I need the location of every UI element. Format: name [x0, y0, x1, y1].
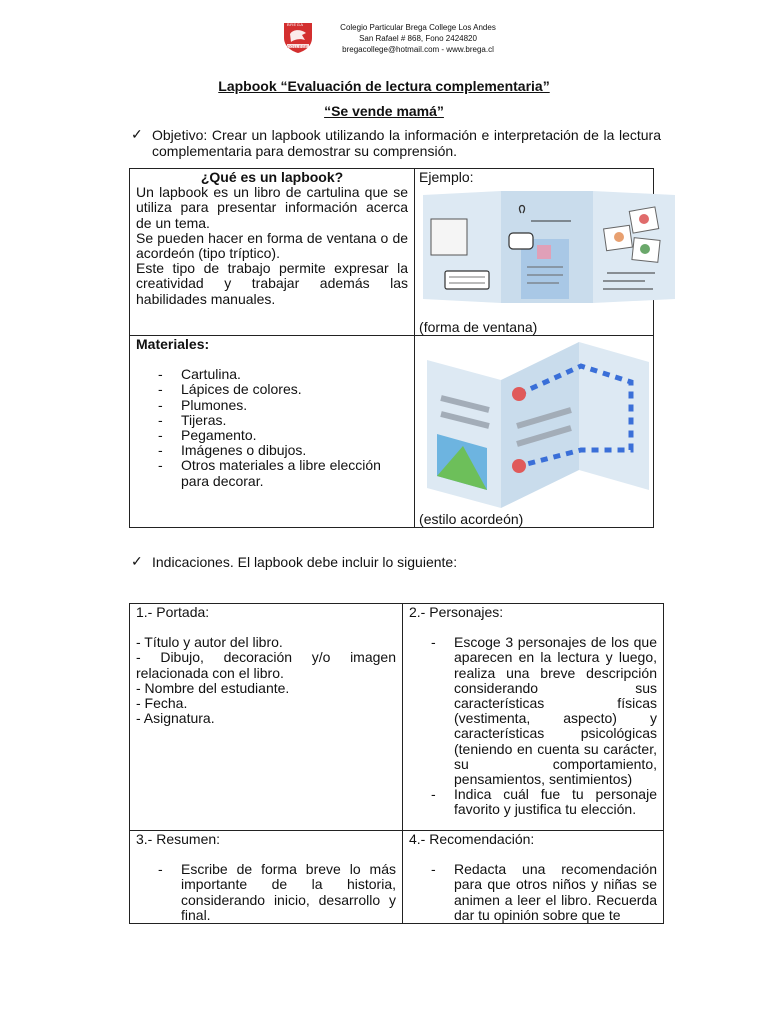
- portada-item: - Nombre del estudiante.: [136, 679, 290, 696]
- recomendacion-item: - Redacta una recomendación para que otros niños y niñas se animen a leer el libro. Recuerda dar tu opinión sobre que te: [403, 862, 657, 923]
- accordion-cell: [415, 336, 654, 528]
- portada-item: - Título y autor del libro.: [136, 634, 283, 651]
- material-item: - Tijeras.: [130, 413, 408, 428]
- materials-title: Materiales:: [136, 336, 210, 352]
- resumen-title: 3.- Resumen:: [136, 831, 221, 847]
- school-name: Colegio Particular Brega College Los Andes: [340, 23, 496, 32]
- personajes-item: - Escoge 3 personajes de los que aparecen en la lectura y luego, realiza una breve descripción considerando sus características físicas (vestimenta, aspecto) y características psicológicas (teniendo en cuenta su carácter, su comportamiento, pensamientos, sentimientos): [403, 635, 657, 787]
- recomendacion-title: 4.- Recomendación:: [409, 831, 535, 847]
- materials-cell: [130, 336, 415, 528]
- resumen-item: - Escribe de forma breve lo más importante de la historia, considerando inicio, desarrollo y final.: [130, 862, 396, 923]
- portada-item: - Dibujo, decoración y/o imagen relacionada con el libro.: [136, 649, 396, 681]
- recomendacion-cell: [403, 831, 664, 924]
- material-item: - Imágenes o dibujos.: [130, 443, 408, 458]
- what-is-title: ¿Qué es un lapbook?: [200, 169, 344, 185]
- sections-table: [129, 603, 664, 924]
- window-caption: (forma de ventana): [419, 319, 538, 335]
- accordion-lapbook-illustration: [423, 338, 659, 508]
- school-contact: bregacollege@hotmail.com - www.brega.cl: [342, 45, 494, 54]
- resumen-list: [130, 862, 396, 923]
- personajes-cell: [403, 604, 664, 831]
- what-is-text: Un lapbook es un libro de cartulina que se utiliza para presentar información acerca de un tema.: [136, 184, 409, 231]
- what-is-text-3: Este tipo de trabajo permite expresar la creatividad y trabajar además las habilidades manuales.: [136, 260, 409, 307]
- material-item: - Otros materiales a libre elección para decorar.: [130, 458, 391, 488]
- example-label: Ejemplo:: [419, 169, 474, 185]
- check-icon: ✓: [131, 126, 143, 142]
- page-title: Lapbook “Evaluación de lectura complementaria”: [218, 78, 550, 94]
- what-is-cell: [130, 169, 415, 336]
- check-icon: ✓: [131, 553, 143, 569]
- logo-top-text: BREGA: [287, 22, 304, 27]
- portada-item: - Asignatura.: [136, 710, 215, 727]
- portada-title: 1.- Portada:: [136, 604, 210, 620]
- material-item: - Cartulina.: [130, 367, 408, 382]
- portada-item: - Fecha.: [136, 695, 188, 712]
- objective-text: Objetivo: Crear un lapbook utilizando la información e interpretación de la lectura complementaria para demostrar su comprensión.: [152, 127, 661, 159]
- material-item: - Lápices de colores.: [130, 382, 408, 397]
- school-address: San Rafael # 868, Fono 2424820: [359, 34, 477, 43]
- indications-text: Indicaciones. El lapbook debe incluir lo siguiente:: [152, 554, 458, 570]
- example-cell: [415, 169, 654, 336]
- accordion-caption: (estilo acordeón): [419, 511, 524, 527]
- material-item: - Pegamento.: [130, 428, 408, 443]
- personajes-list: [403, 635, 657, 817]
- portada-cell: [130, 604, 403, 831]
- material-item: - Plumones.: [130, 398, 408, 413]
- personajes-title: 2.- Personajes:: [409, 604, 504, 620]
- page-subtitle: “Se vende mamá”: [324, 103, 444, 119]
- materials-list: [130, 367, 408, 489]
- personajes-item: - Indica cuál fue tu personaje favorito y justifica tu elección.: [403, 787, 657, 817]
- logo-bottom-text: COLLEGE: [287, 44, 308, 49]
- resumen-cell: [130, 831, 403, 924]
- what-is-text-2: Se pueden hacer en forma de ventana o de acordeón (tipo tríptico).: [136, 229, 409, 262]
- window-lapbook-illustration: [419, 189, 679, 307]
- recomendacion-list: [403, 862, 657, 923]
- intro-table: [129, 168, 654, 528]
